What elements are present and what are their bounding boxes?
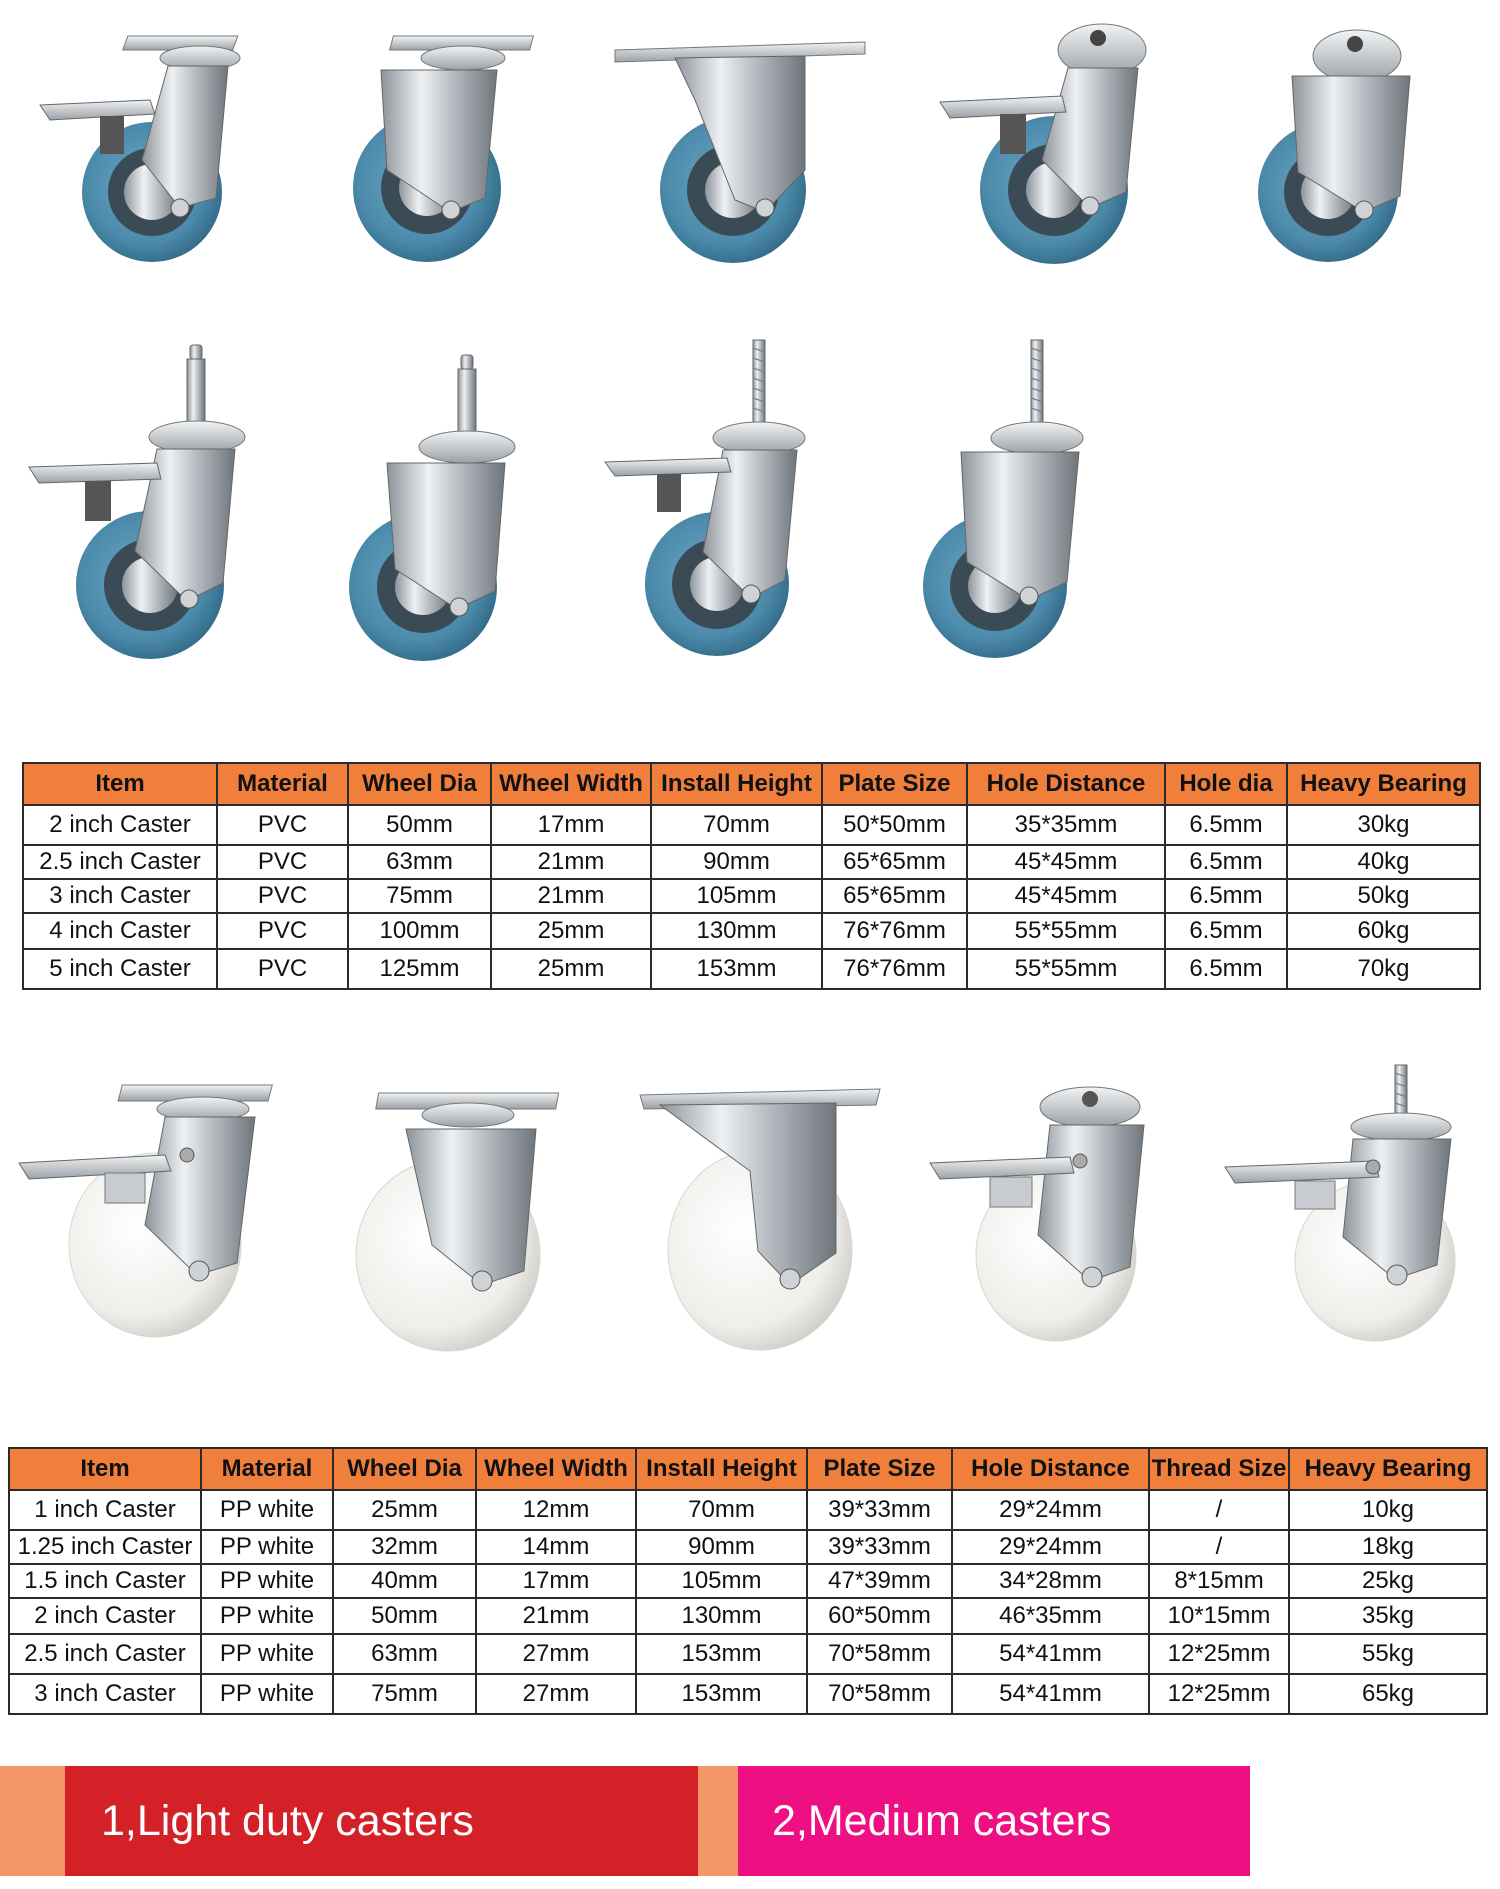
table-cell: 2 inch Caster bbox=[9, 1598, 201, 1634]
table-cell: 12mm bbox=[476, 1490, 636, 1530]
table-cell: 25mm bbox=[491, 949, 651, 989]
table-cell: 50mm bbox=[348, 805, 491, 845]
col-header-wheel-dia: Wheel Dia bbox=[348, 763, 491, 805]
table-row bbox=[23, 805, 1480, 845]
table-cell: 34*28mm bbox=[952, 1564, 1149, 1598]
table-cell: 130mm bbox=[651, 913, 822, 949]
pvc-caster-plate-fixed bbox=[615, 30, 865, 265]
col-header-install-height: Install Height bbox=[651, 763, 822, 805]
table-cell: 25mm bbox=[333, 1490, 476, 1530]
table-cell: PP white bbox=[201, 1490, 333, 1530]
table-cell: 90mm bbox=[636, 1530, 807, 1564]
medium-casters-label: 2,Medium casters bbox=[772, 1796, 1112, 1845]
table-cell: 47*39mm bbox=[807, 1564, 952, 1598]
table-cell: 70mm bbox=[636, 1490, 807, 1530]
table-cell: 25kg bbox=[1289, 1564, 1487, 1598]
col-header-wheel-width: Wheel Width bbox=[491, 763, 651, 805]
table-row bbox=[9, 1674, 1487, 1714]
col-header-material: Material bbox=[201, 1448, 333, 1490]
table-cell: 6.5mm bbox=[1165, 845, 1287, 879]
light-duty-casters-banner[interactable] bbox=[65, 1766, 698, 1876]
table-cell: PP white bbox=[201, 1674, 333, 1714]
table-cell: 1 inch Caster bbox=[9, 1490, 201, 1530]
table-cell: PVC bbox=[217, 949, 348, 989]
table-cell: / bbox=[1149, 1530, 1289, 1564]
table-cell: 45*45mm bbox=[967, 879, 1165, 913]
pp-caster-threaded-stem-brake bbox=[1225, 1065, 1485, 1345]
table-cell: 63mm bbox=[333, 1634, 476, 1674]
table-cell: 54*41mm bbox=[952, 1674, 1149, 1714]
pp-caster-plate-fixed bbox=[640, 1075, 880, 1355]
table-cell: 30kg bbox=[1287, 805, 1480, 845]
pvc-caster-stem-brake bbox=[25, 345, 260, 665]
table-cell: 70mm bbox=[651, 805, 822, 845]
table-cell: 17mm bbox=[491, 805, 651, 845]
table-cell: 3 inch Caster bbox=[9, 1674, 201, 1714]
col-header-heavy-bearing: Heavy Bearing bbox=[1289, 1448, 1487, 1490]
table-cell: 70*58mm bbox=[807, 1674, 952, 1714]
table-cell: 6.5mm bbox=[1165, 913, 1287, 949]
col-header-heavy-bearing: Heavy Bearing bbox=[1287, 763, 1480, 805]
table-cell: 27mm bbox=[476, 1674, 636, 1714]
table-cell: 100mm bbox=[348, 913, 491, 949]
table-cell: 76*76mm bbox=[822, 913, 967, 949]
table-row bbox=[9, 1598, 1487, 1634]
table-cell: 76*76mm bbox=[822, 949, 967, 989]
table-row bbox=[9, 1530, 1487, 1564]
table-cell: 6.5mm bbox=[1165, 805, 1287, 845]
table-row bbox=[23, 913, 1480, 949]
table-cell: 17mm bbox=[476, 1564, 636, 1598]
table-cell: 60kg bbox=[1287, 913, 1480, 949]
pp-caster-plate-swivel-brake bbox=[15, 1075, 315, 1340]
table-cell: 90mm bbox=[651, 845, 822, 879]
table-cell: PVC bbox=[217, 805, 348, 845]
pvc-caster-plate-swivel-brake bbox=[30, 30, 260, 265]
table-cell: 10*15mm bbox=[1149, 1598, 1289, 1634]
table-cell: 25mm bbox=[491, 913, 651, 949]
table-cell: 50mm bbox=[333, 1598, 476, 1634]
table-header-row bbox=[23, 763, 1480, 805]
col-header-item: Item bbox=[9, 1448, 201, 1490]
table-cell: 54*41mm bbox=[952, 1634, 1149, 1674]
table-cell: 55*55mm bbox=[967, 949, 1165, 989]
table-cell: 70*58mm bbox=[807, 1634, 952, 1674]
table-cell: PP white bbox=[201, 1634, 333, 1674]
table-cell: 153mm bbox=[651, 949, 822, 989]
table-cell: 39*33mm bbox=[807, 1530, 952, 1564]
table-cell: / bbox=[1149, 1490, 1289, 1530]
table-cell: 6.5mm bbox=[1165, 879, 1287, 913]
table-cell: 2.5 inch Caster bbox=[23, 845, 217, 879]
table-cell: 4 inch Caster bbox=[23, 913, 217, 949]
table-cell: 55*55mm bbox=[967, 913, 1165, 949]
table-cell: PVC bbox=[217, 879, 348, 913]
light-duty-casters-label: 1,Light duty casters bbox=[101, 1796, 474, 1845]
table-cell: 35*35mm bbox=[967, 805, 1165, 845]
table-cell: 3 inch Caster bbox=[23, 879, 217, 913]
table-cell: PVC bbox=[217, 845, 348, 879]
table-cell: 75mm bbox=[348, 879, 491, 913]
col-header-wheel-dia: Wheel Dia bbox=[333, 1448, 476, 1490]
table-cell: 12*25mm bbox=[1149, 1674, 1289, 1714]
pp-caster-plate-swivel bbox=[340, 1085, 590, 1350]
table-row bbox=[9, 1490, 1487, 1530]
table-cell: PVC bbox=[217, 913, 348, 949]
table-row bbox=[23, 845, 1480, 879]
col-header-wheel-width: Wheel Width bbox=[476, 1448, 636, 1490]
banner-accent-mid bbox=[698, 1766, 738, 1876]
table-cell: 14mm bbox=[476, 1530, 636, 1564]
table-cell: 40kg bbox=[1287, 845, 1480, 879]
col-header-plate-size: Plate Size bbox=[822, 763, 967, 805]
table-cell: 125mm bbox=[348, 949, 491, 989]
table-cell: 39*33mm bbox=[807, 1490, 952, 1530]
table-cell: 32mm bbox=[333, 1530, 476, 1564]
table-cell: 18kg bbox=[1289, 1530, 1487, 1564]
col-header-plate-size: Plate Size bbox=[807, 1448, 952, 1490]
table-cell: 21mm bbox=[491, 845, 651, 879]
table-cell: 105mm bbox=[636, 1564, 807, 1598]
col-header-install-height: Install Height bbox=[636, 1448, 807, 1490]
table-cell: 5 inch Caster bbox=[23, 949, 217, 989]
pp-spec-table bbox=[8, 1447, 1488, 1715]
table-row bbox=[9, 1564, 1487, 1598]
table-cell: 6.5mm bbox=[1165, 949, 1287, 989]
table-cell: 35kg bbox=[1289, 1598, 1487, 1634]
table-cell: 130mm bbox=[636, 1598, 807, 1634]
pvc-caster-stem-swivel bbox=[335, 355, 535, 665]
table-cell: 65kg bbox=[1289, 1674, 1487, 1714]
table-cell: 12*25mm bbox=[1149, 1634, 1289, 1674]
table-row bbox=[23, 949, 1480, 989]
table-cell: 55kg bbox=[1289, 1634, 1487, 1674]
pvc-caster-threaded-stem-swivel bbox=[915, 340, 1095, 665]
table-cell: 10kg bbox=[1289, 1490, 1487, 1530]
table-cell: 40mm bbox=[333, 1564, 476, 1598]
table-cell: 21mm bbox=[491, 879, 651, 913]
table-row bbox=[23, 879, 1480, 913]
table-cell: 50kg bbox=[1287, 879, 1480, 913]
table-cell: 29*24mm bbox=[952, 1530, 1149, 1564]
table-cell: 27mm bbox=[476, 1634, 636, 1674]
table-cell: 60*50mm bbox=[807, 1598, 952, 1634]
table-row bbox=[9, 1634, 1487, 1674]
table-cell: 65*65mm bbox=[822, 879, 967, 913]
pvc-caster-threaded-stem-brake bbox=[605, 340, 820, 665]
table-cell: 75mm bbox=[333, 1674, 476, 1714]
table-cell: PP white bbox=[201, 1598, 333, 1634]
table-cell: 46*35mm bbox=[952, 1598, 1149, 1634]
col-header-item: Item bbox=[23, 763, 217, 805]
table-cell: PP white bbox=[201, 1530, 333, 1564]
table-cell: 50*50mm bbox=[822, 805, 967, 845]
col-header-material: Material bbox=[217, 763, 348, 805]
table-cell: 21mm bbox=[476, 1598, 636, 1634]
pvc-caster-bolt-hole-brake bbox=[930, 20, 1175, 265]
table-cell: 63mm bbox=[348, 845, 491, 879]
col-header-hole-distance: Hole Distance bbox=[952, 1448, 1149, 1490]
col-header-thread-size: Thread Size bbox=[1149, 1448, 1289, 1490]
table-cell: 1.25 inch Caster bbox=[9, 1530, 201, 1564]
table-cell: 70kg bbox=[1287, 949, 1480, 989]
table-cell: 29*24mm bbox=[952, 1490, 1149, 1530]
table-cell: 2.5 inch Caster bbox=[9, 1634, 201, 1674]
table-cell: 45*45mm bbox=[967, 845, 1165, 879]
table-cell: 65*65mm bbox=[822, 845, 967, 879]
table-cell: 105mm bbox=[651, 879, 822, 913]
col-header-hole-dia: Hole dia bbox=[1165, 763, 1287, 805]
table-cell: 8*15mm bbox=[1149, 1564, 1289, 1598]
table-cell: 1.5 inch Caster bbox=[9, 1564, 201, 1598]
pvc-caster-bolt-hole-swivel bbox=[1240, 30, 1430, 265]
pvc-caster-plate-swivel bbox=[335, 30, 545, 265]
table-cell: 2 inch Caster bbox=[23, 805, 217, 845]
banner-accent-left bbox=[0, 1766, 65, 1876]
table-cell: PP white bbox=[201, 1564, 333, 1598]
medium-casters-banner[interactable] bbox=[738, 1766, 1250, 1876]
pp-caster-bolt-hole-brake bbox=[930, 1085, 1175, 1340]
col-header-hole-distance: Hole Distance bbox=[967, 763, 1165, 805]
pvc-spec-table bbox=[22, 762, 1481, 990]
table-cell: 153mm bbox=[636, 1634, 807, 1674]
table-header-row bbox=[9, 1448, 1487, 1490]
table-cell: 153mm bbox=[636, 1674, 807, 1714]
